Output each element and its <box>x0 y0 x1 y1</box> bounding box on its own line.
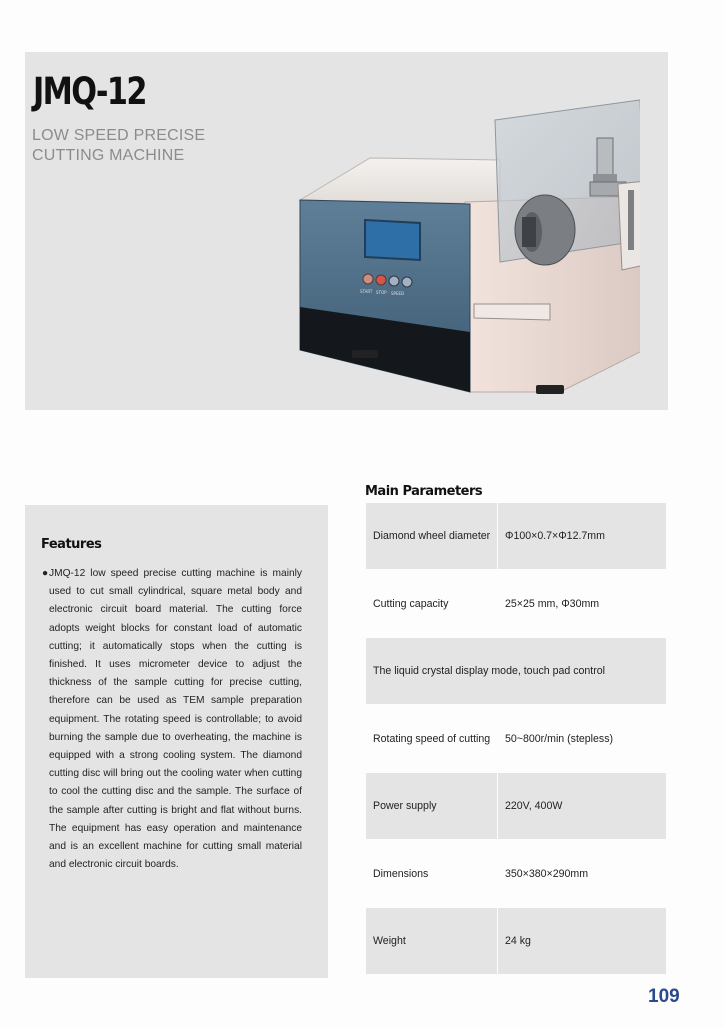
param-value: 50~800r/min (stepless) <box>505 732 614 745</box>
panel-label-stop: STOP <box>376 290 387 295</box>
product-subtitle <box>32 126 292 166</box>
parameters-table <box>366 503 666 976</box>
subtitle-line-1: LOW SPEED PRECISE <box>32 127 206 144</box>
table-row <box>366 503 666 571</box>
table-row <box>366 908 666 976</box>
bullet-icon: ● <box>42 568 49 579</box>
features-text: JMQ-12 low speed precise cutting machine is mainly used to cut small cylindrical, square metal body and electronic circuit board material. The cutting force adopts weight blocks for constant load of automatic cutting; it automatically stops when the cutting is finished. It uses micrometer device to adjust the thickness of the sample cutting for precise cutting, therefore can be used as TEM sample preparation equipment. The rotating speed is controllable; to avoid burning the sample due to overheating, the machine is equipped with a strong cooling system. The diamond cutting disc will bring out the cooling water when cutting to cool the cutting disc and the sample. The surface of the sample after cutting is bright and flat without burns. The equipment has easy operation and maintenance and is an excellent machine for cutting small material and electronic circuit boards. <box>49 568 302 871</box>
table-row <box>366 706 666 774</box>
param-value: 220V, 400W <box>498 773 666 839</box>
table-row <box>366 841 666 909</box>
features-body <box>42 565 302 874</box>
features-panel <box>25 505 328 978</box>
param-name: Weight <box>366 908 497 974</box>
product-model-title: JMQ-12 <box>33 70 146 113</box>
param-name: Dimensions <box>373 867 429 880</box>
param-name: Cutting capacity <box>373 597 449 610</box>
param-value: Φ100×0.7×Φ12.7mm <box>498 503 666 569</box>
param-full-row: The liquid crystal display mode, touch pad control <box>366 638 666 704</box>
panel-label-speed: SPEED <box>391 291 405 296</box>
param-value: 24 kg <box>498 908 666 974</box>
table-row <box>366 571 666 639</box>
cutting-machine-illustration <box>260 92 640 402</box>
table-row <box>366 773 666 841</box>
features-heading: Features <box>41 537 102 552</box>
panel-label-start: START <box>360 289 373 294</box>
param-name: Power supply <box>366 773 497 839</box>
param-name: Rotating speed of cutting <box>373 732 491 745</box>
subtitle-line-2: CUTTING MACHINE <box>32 147 185 164</box>
table-row <box>366 638 666 706</box>
param-value: 25×25 mm, Φ30mm <box>505 597 600 610</box>
page-number: 109 <box>648 986 680 1007</box>
parameters-heading: Main Parameters <box>365 484 483 499</box>
param-name: Diamond wheel diameter <box>366 503 497 569</box>
product-hero-panel <box>25 52 668 410</box>
param-value: 350×380×290mm <box>505 867 589 880</box>
